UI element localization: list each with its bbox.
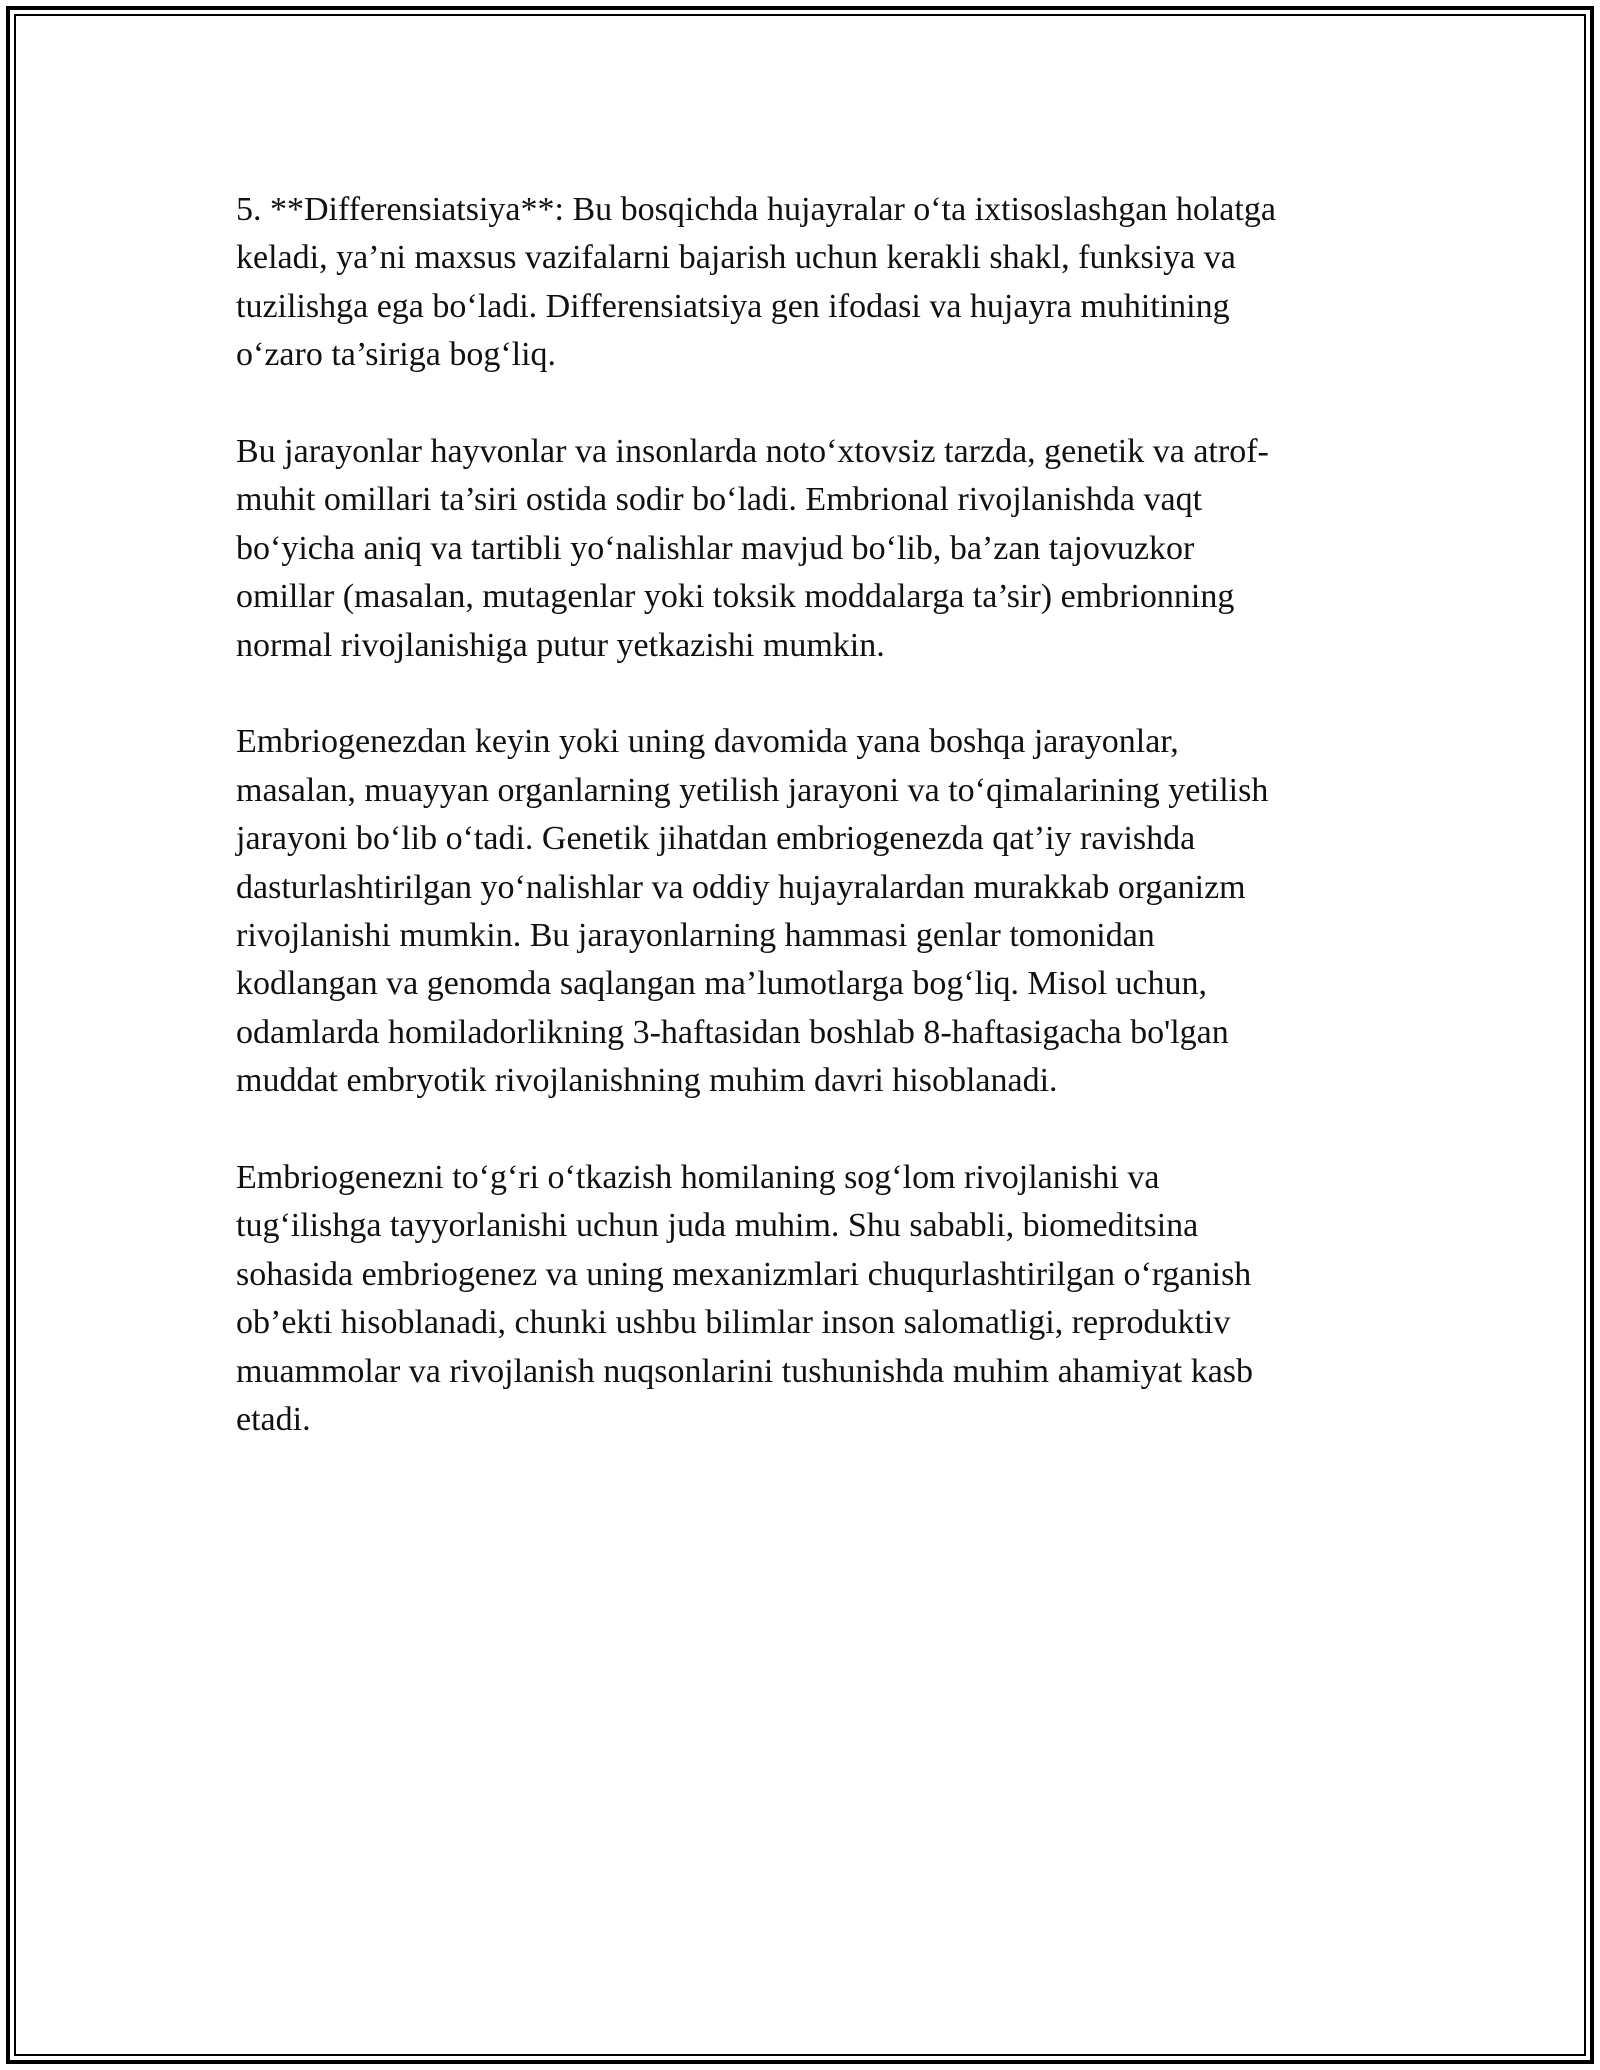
text-line: normal rivojlanishiga putur yetkazishi mumkin. (236, 626, 885, 664)
text-line: masalan, muayyan organlarning yetilish jarayoni va to‘qimalarining yetilish (236, 771, 1269, 809)
text-line: ob’ekti hisoblanadi, chunki ushbu bilimlar inson salomatligi, reproduktiv (236, 1304, 1231, 1342)
text-line: tug‘ilishga tayyorlanishi uchun juda muhim. Shu sababli, biomeditsina (236, 1207, 1199, 1245)
text-line: omillar (masalan, mutagenlar yoki toksik moddalarga ta’sir) embrionning (236, 578, 1235, 616)
text-line: Bu jarayonlar hayvonlar va insonlarda noto‘xtovsiz tarzda, genetik va atrof- (236, 433, 1269, 471)
paragraph-embriogenezdan-keyin (236, 718, 1366, 1105)
text-line: muhit omillari ta’siri ostida sodir bo‘ladi. Embrional rivojlanishda vaqt (236, 481, 1203, 519)
text-line: kodlangan va genomda saqlangan ma’lumotlarga bog‘liq. Misol uchun, (236, 965, 1207, 1003)
text-line: etadi. (236, 1401, 311, 1439)
text-line: Embriogenezdan keyin yoki uning davomida yana boshqa jarayonlar, (236, 723, 1179, 761)
document-body (236, 186, 1366, 1445)
text-line: muddat embryotik rivojlanishning muhim davri hisoblanadi. (236, 1062, 1058, 1100)
paragraph-embriogenezni (236, 1154, 1366, 1444)
text-line: keladi, ya’ni maxsus vazifalarni bajarish uchun kerakli shakl, funksiya va (236, 239, 1236, 277)
text-line: sohasida embriogenez va uning mexanizmlari chuqurlashtirilgan o‘rganish (236, 1255, 1252, 1293)
paragraph-differensiatsiya (236, 186, 1366, 380)
text-line: rivojlanishi mumkin. Bu jarayonlarning hammasi genlar tomonidan (236, 917, 1155, 955)
text-line: Embriogenezni to‘g‘ri o‘tkazish homilaning sog‘lom rivojlanishi va (236, 1159, 1160, 1197)
text-line: tuzilishga ega bo‘ladi. Differensiatsiya gen ifodasi va hujayra muhitining (236, 287, 1230, 325)
text-line: jarayoni bo‘lib o‘tadi. Genetik jihatdan embriogenezda qat’iy ravishda (236, 820, 1196, 858)
text-line: muammolar va rivojlanish nuqsonlarini tushunishda muhim ahamiyat kasb (236, 1352, 1254, 1390)
text-line: dasturlashtirilgan yo‘nalishlar va oddiy hujayralardan murakkab organizm (236, 868, 1246, 906)
text-line: o‘zaro ta’siriga bog‘liq. (236, 336, 557, 374)
text-line: 5. **Differensiatsiya**: Bu bosqichda hujayralar o‘ta ixtisoslashgan holatga (236, 191, 1276, 228)
paragraph-jarayonlar (236, 428, 1366, 670)
text-line: bo‘yicha aniq va tartibli yo‘nalishlar mavjud bo‘lib, ba’zan tajovuzkor (236, 529, 1195, 567)
text-line: odamlarda homiladorlikning 3-haftasidan boshlab 8-haftasigacha bo'lgan (236, 1013, 1229, 1051)
